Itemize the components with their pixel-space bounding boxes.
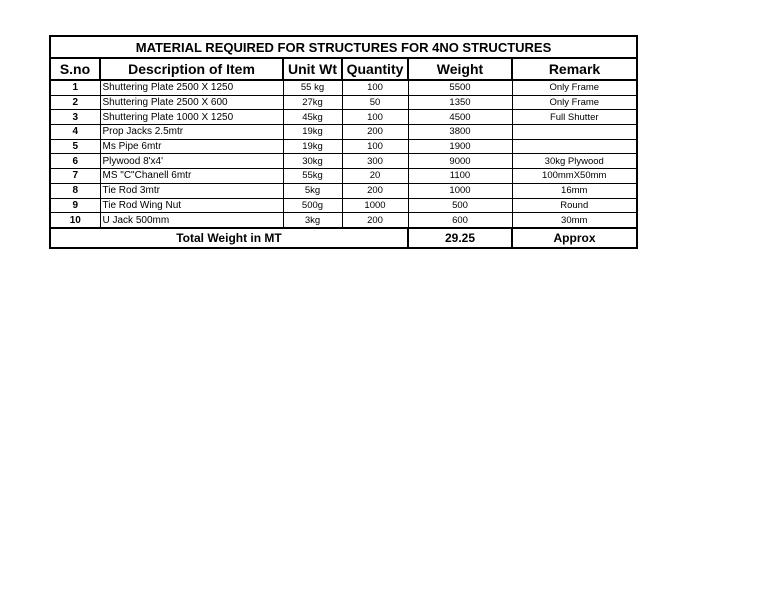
material-table [49, 35, 638, 249]
cell-quantity: 50 [342, 95, 408, 110]
cell-quantity: 200 [342, 183, 408, 198]
cell-weight: 1350 [408, 95, 512, 110]
cell-quantity: 200 [342, 213, 408, 228]
cell-sno: 1 [50, 80, 100, 95]
cell-description: Shuttering Plate 1000 X 1250 [100, 110, 283, 125]
table-row [50, 139, 637, 154]
cell-description: Tie Rod 3mtr [100, 183, 283, 198]
cell-description: Ms Pipe 6mtr [100, 139, 283, 154]
cell-quantity: 200 [342, 125, 408, 140]
cell-unit-wt: 500g [283, 198, 342, 213]
cell-weight: 600 [408, 213, 512, 228]
cell-weight: 1900 [408, 139, 512, 154]
table-row [50, 154, 637, 169]
cell-sno: 4 [50, 125, 100, 140]
cell-description: U Jack 500mm [100, 213, 283, 228]
cell-weight: 1100 [408, 169, 512, 184]
cell-remark: Only Frame [512, 95, 637, 110]
cell-unit-wt: 55 kg [283, 80, 342, 95]
cell-sno: 7 [50, 169, 100, 184]
table-row [50, 125, 637, 140]
cell-remark: 100mmX50mm [512, 169, 637, 184]
table-row [50, 169, 637, 184]
cell-unit-wt: 19kg [283, 139, 342, 154]
cell-unit-wt: 27kg [283, 95, 342, 110]
table-row [50, 110, 637, 125]
table-row [50, 198, 637, 213]
table-body [50, 80, 637, 228]
cell-sno: 2 [50, 95, 100, 110]
cell-quantity: 100 [342, 110, 408, 125]
cell-sno: 5 [50, 139, 100, 154]
total-remark: Approx [512, 228, 637, 248]
cell-weight: 3800 [408, 125, 512, 140]
cell-remark: 16mm [512, 183, 637, 198]
header-remark: Remark [512, 58, 637, 80]
cell-description: Tie Rod Wing Nut [100, 198, 283, 213]
table-title: MATERIAL REQUIRED FOR STRUCTURES FOR 4NO STRUCTURES [50, 36, 637, 58]
total-label: Total Weight in MT [50, 228, 408, 248]
cell-remark [512, 139, 637, 154]
cell-unit-wt: 3kg [283, 213, 342, 228]
title-row [50, 36, 637, 58]
cell-sno: 9 [50, 198, 100, 213]
header-row [50, 58, 637, 80]
cell-description: Shuttering Plate 2500 X 600 [100, 95, 283, 110]
table-row [50, 95, 637, 110]
cell-remark: Only Frame [512, 80, 637, 95]
cell-description: Plywood 8'x4' [100, 154, 283, 169]
header-quantity: Quantity [342, 58, 408, 80]
header-description: Description of Item [100, 58, 283, 80]
cell-remark: Round [512, 198, 637, 213]
cell-quantity: 1000 [342, 198, 408, 213]
total-row [50, 228, 637, 248]
cell-remark [512, 125, 637, 140]
header-weight: Weight [408, 58, 512, 80]
table-row [50, 80, 637, 95]
cell-unit-wt: 5kg [283, 183, 342, 198]
cell-unit-wt: 45kg [283, 110, 342, 125]
cell-sno: 10 [50, 213, 100, 228]
table-row [50, 213, 637, 228]
cell-description: Prop Jacks 2.5mtr [100, 125, 283, 140]
total-weight: 29.25 [408, 228, 512, 248]
cell-weight: 500 [408, 198, 512, 213]
cell-sno: 3 [50, 110, 100, 125]
header-sno: S.no [50, 58, 100, 80]
cell-weight: 9000 [408, 154, 512, 169]
cell-quantity: 20 [342, 169, 408, 184]
cell-weight: 1000 [408, 183, 512, 198]
cell-weight: 5500 [408, 80, 512, 95]
cell-remark: Full Shutter [512, 110, 637, 125]
cell-weight: 4500 [408, 110, 512, 125]
cell-remark: 30kg Plywood [512, 154, 637, 169]
header-unit-wt: Unit Wt [283, 58, 342, 80]
cell-unit-wt: 55kg [283, 169, 342, 184]
cell-quantity: 100 [342, 139, 408, 154]
cell-description: MS "C"Chanell 6mtr [100, 169, 283, 184]
cell-unit-wt: 30kg [283, 154, 342, 169]
cell-sno: 6 [50, 154, 100, 169]
cell-unit-wt: 19kg [283, 125, 342, 140]
cell-description: Shuttering Plate 2500 X 1250 [100, 80, 283, 95]
cell-quantity: 300 [342, 154, 408, 169]
cell-remark: 30mm [512, 213, 637, 228]
table-row [50, 183, 637, 198]
cell-quantity: 100 [342, 80, 408, 95]
cell-sno: 8 [50, 183, 100, 198]
